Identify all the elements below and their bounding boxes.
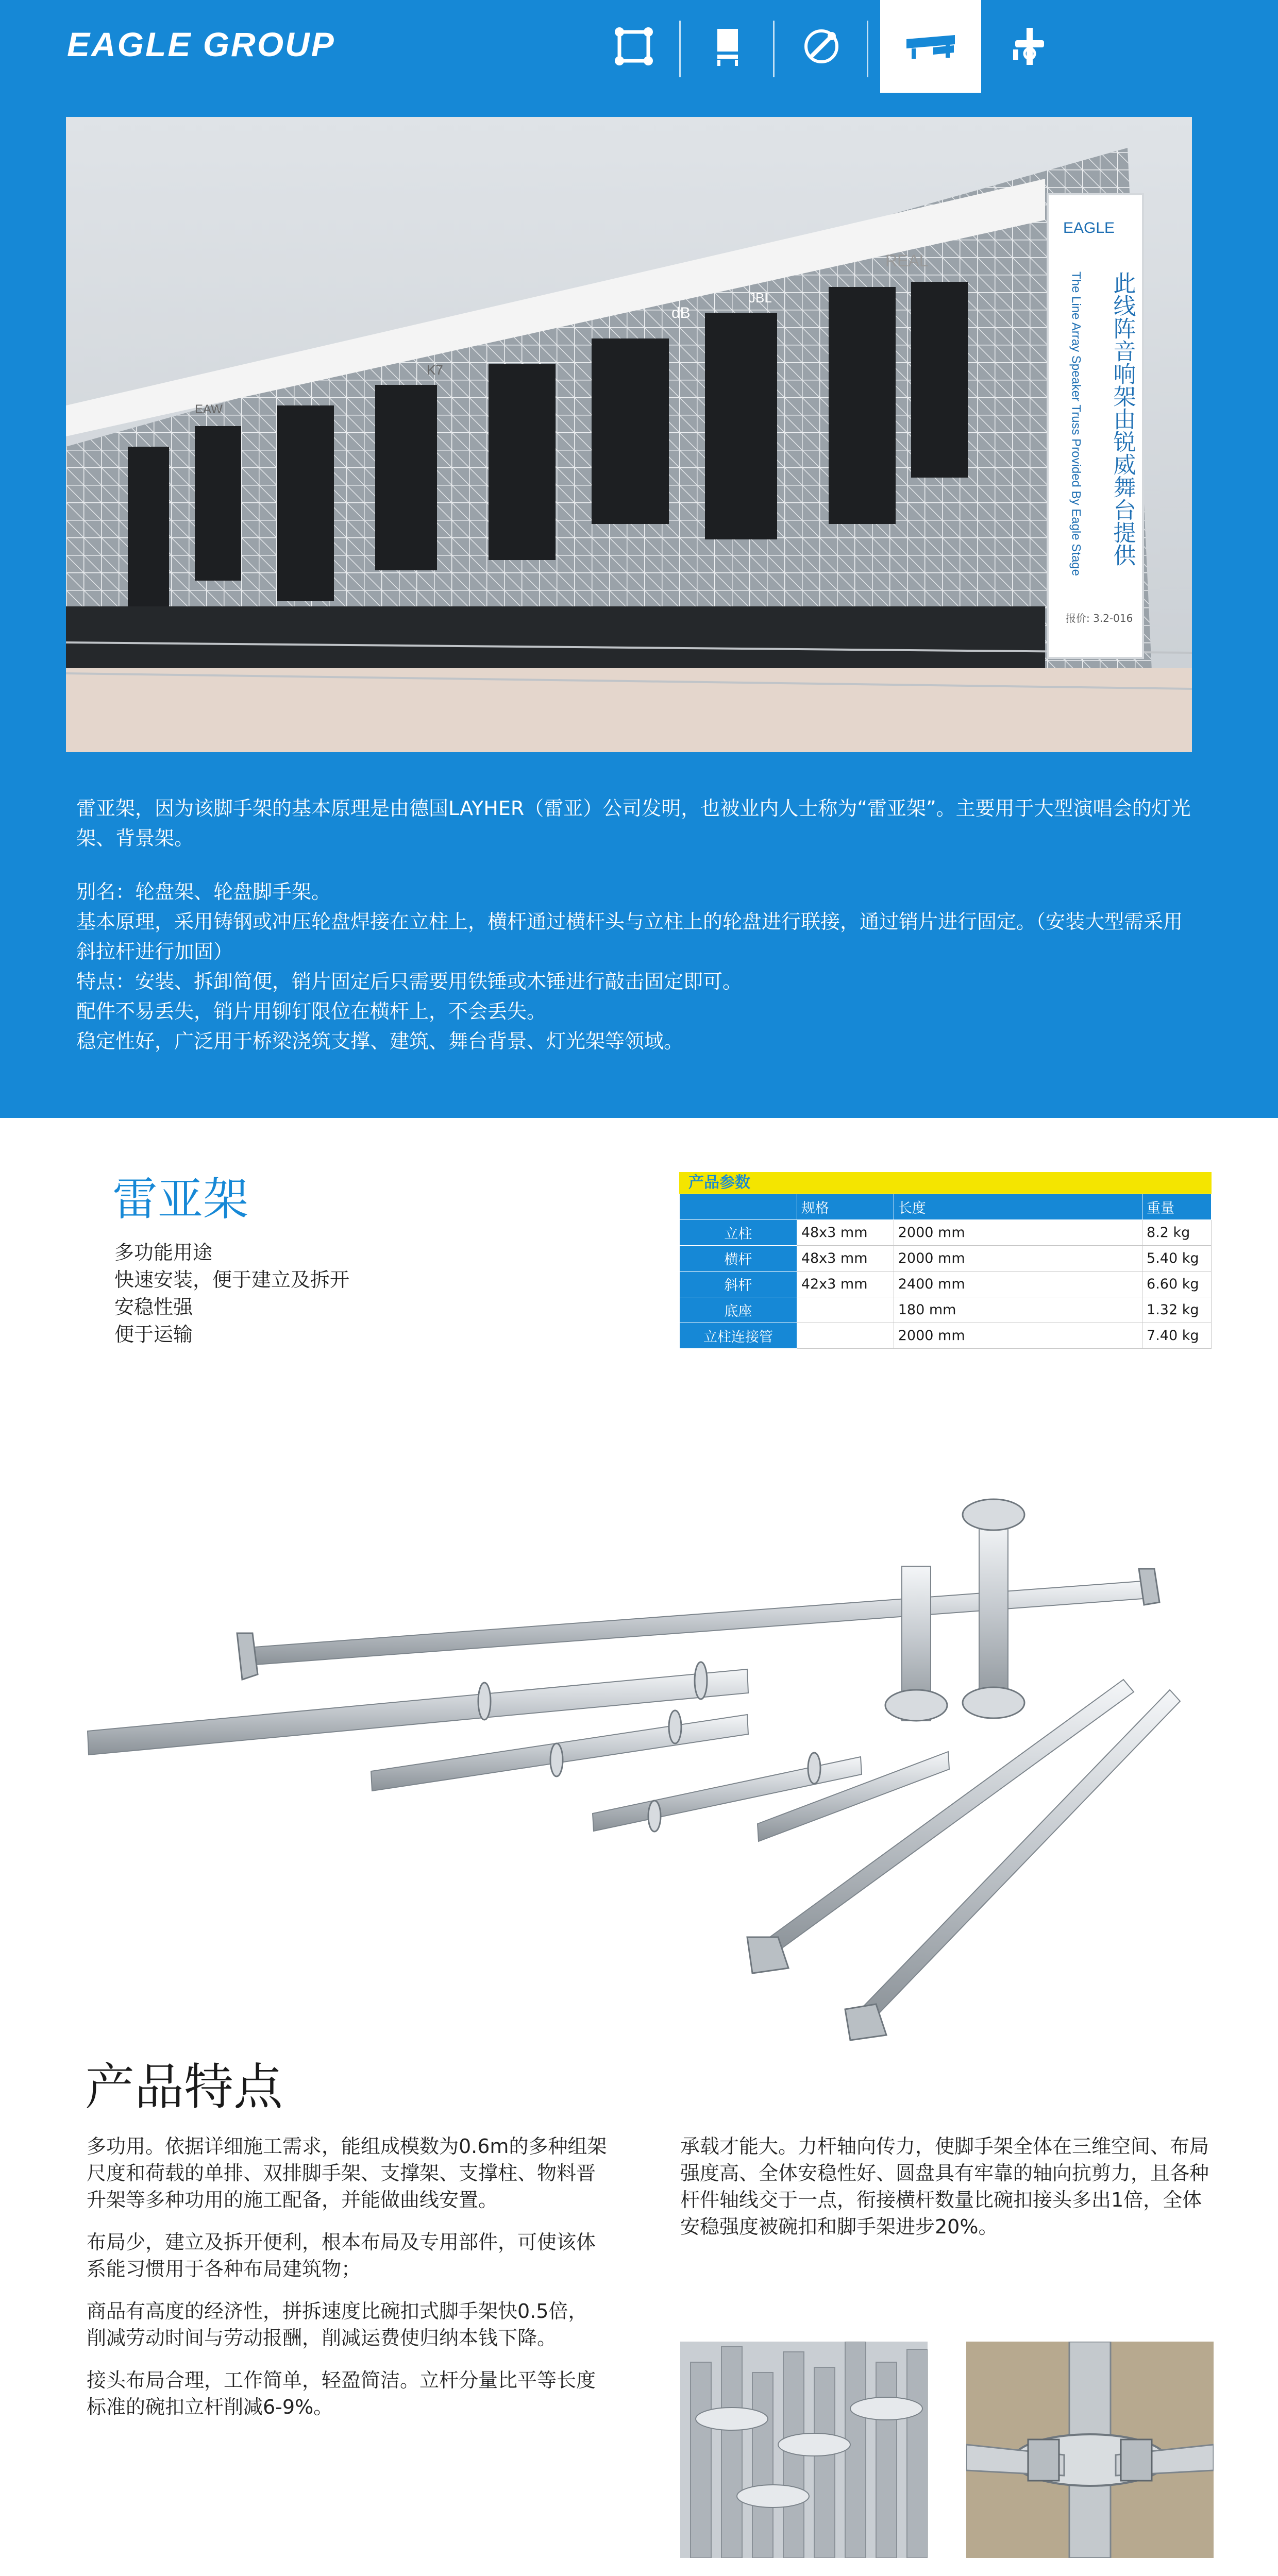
scaffold-parts-illustration <box>77 1463 1211 2056</box>
banner-label: K7 <box>427 362 443 378</box>
principle-line: 基本原理，采用铸钢或冲压轮盘焊接在立柱上，横杆通过横杆头与立柱上的轮盘进行联接，通过销片进行固定。（安装大型需采用斜拉杆进行加固） <box>76 910 1183 963</box>
table-row <box>680 1246 1212 1272</box>
product-title: 雷亚架 <box>112 1173 249 1226</box>
spec-size: 42x3 mm <box>797 1272 894 1297</box>
spec-row-name: 横杆 <box>680 1246 797 1272</box>
truss-frame-icon <box>612 25 655 68</box>
feature-line: 配件不易丢失，销片用铆钉限位在横杆上，不会丢失。 <box>76 1000 547 1023</box>
banner-label: REAL <box>885 251 929 270</box>
spec-size: 48x3 mm <box>797 1220 894 1246</box>
spec-length: 2400 mm <box>894 1272 1142 1297</box>
characteristic-paragraph: 商品有高度的经济性，拼拆速度比碗扣式脚手架快0.5倍，削减劳动时间与劳动报酬，削减运费使归纳本钱下降。 <box>87 2300 588 2349</box>
characteristic-paragraph: 承载才能大。力杆轴向传力，使脚手架全体在三维空间、布局强度高、全体安稳性好、圆盘具有牢靠的轴向抗剪力，且各种杆件轴线交于一点，衔接横杆数量比碗扣接头多出1倍，全体安稳强度被碗扣和脚手架进步20%。 <box>680 2135 1209 2238</box>
spec-row-name: 底座 <box>680 1297 797 1323</box>
product-feature: 便于运输 <box>114 1323 193 1346</box>
nav-separator <box>679 21 681 77</box>
spec-header-blank <box>680 1194 797 1220</box>
spec-table <box>679 1194 1212 1349</box>
intro-text <box>76 793 1200 1056</box>
rosette-joint-photo <box>966 2342 1214 2558</box>
banner-label: JBL <box>749 290 772 306</box>
nav-separator <box>773 21 775 77</box>
spec-col-header: 长度 <box>894 1194 1142 1220</box>
spec-weight: 5.40 kg <box>1142 1246 1212 1272</box>
stage-wrench-icon <box>800 25 843 68</box>
characteristics-left-column <box>87 2133 607 2436</box>
characteristics-title: 产品特点 <box>85 2058 283 2116</box>
spec-row-name: 立柱 <box>680 1220 797 1246</box>
nav-stage-deck[interactable] <box>681 0 774 93</box>
sign-chinese: 此线阵音响架由锐威舞台提供 <box>1109 272 1136 566</box>
sign-english: The Line Array Speaker Truss Provided By Eagle Stage <box>1069 272 1083 576</box>
nav-separator <box>867 21 868 77</box>
category-nav <box>587 0 1257 93</box>
intro-paragraph: 雷亚架，因为该脚手架的基本原理是由德国LAYHER（雷亚）公司发明，也被业内人士称为“雷亚架”。主要用于大型演唱会的灯光架、背景架。 <box>76 797 1191 850</box>
spec-row-name: 斜杆 <box>680 1272 797 1297</box>
spec-length: 2000 mm <box>894 1246 1142 1272</box>
product-feature: 多功能用途 <box>114 1241 213 1264</box>
scaffold-pipes-photo <box>680 2342 928 2558</box>
spec-length: 180 mm <box>894 1297 1142 1323</box>
spec-size <box>797 1297 894 1323</box>
characteristic-paragraph: 布局少，建立及拆开便利，根本布局及专用部件，可使该体系能习惯用于各种布局建筑物； <box>87 2231 596 2280</box>
characteristics-right-column <box>680 2133 1216 2240</box>
banner-label: EAW <box>195 402 223 416</box>
product-feature: 快速安装，便于建立及拆开 <box>114 1268 350 1291</box>
sign-small: 报价: 3.2-016 <box>1066 612 1133 624</box>
feature-line: 稳定性好，广泛用于桥梁浇筑支撑、建筑、舞台背景、灯光架等领域。 <box>76 1030 684 1053</box>
table-row <box>680 1220 1212 1246</box>
stage-photo <box>66 117 1192 752</box>
scaffold-clamp-icon <box>1008 25 1051 68</box>
nav-stage-wrench[interactable] <box>775 0 868 93</box>
nav-stage-platform[interactable] <box>880 0 981 93</box>
spec-weight: 8.2 kg <box>1142 1220 1212 1246</box>
spec-weight: 1.32 kg <box>1142 1297 1212 1323</box>
brand-logo-text[interactable]: EAGLE GROUP <box>67 25 335 63</box>
spec-weight: 6.60 kg <box>1142 1272 1212 1297</box>
product-feature: 安稳性强 <box>114 1296 193 1318</box>
spec-col-header: 规格 <box>797 1194 894 1220</box>
spec-table-block <box>679 1172 1212 1349</box>
spec-heading: 产品参数 <box>679 1172 1212 1194</box>
nav-truss-frame[interactable] <box>587 0 680 93</box>
spec-length: 2000 mm <box>894 1323 1142 1349</box>
feature-line: 特点：安装、拆卸简便，销片固定后只需要用铁锤或木锤进行敲击固定即可。 <box>76 970 743 993</box>
stage-platform-icon <box>902 25 959 68</box>
table-row <box>680 1297 1212 1323</box>
spec-size <box>797 1323 894 1349</box>
nav-scaffold-clamp[interactable] <box>983 0 1076 93</box>
characteristic-paragraph: 接头布局合理，工作简单，轻盈简洁。立杆分量比平等长度标准的碗扣立杆削减6-9%。 <box>87 2369 596 2418</box>
spec-length: 2000 mm <box>894 1220 1142 1246</box>
table-row <box>680 1323 1212 1349</box>
spec-size: 48x3 mm <box>797 1246 894 1272</box>
stage-deck-icon <box>706 25 749 68</box>
spec-col-header: 重量 <box>1142 1194 1212 1220</box>
spec-header-row <box>680 1194 1212 1220</box>
stage-photo-illustration <box>66 117 1192 752</box>
product-feature-list <box>114 1239 349 1348</box>
sign-logo: EAGLE <box>1063 219 1115 236</box>
banner-label: dB <box>671 304 691 321</box>
alias-line: 别名：轮盘架、轮盘脚手架。 <box>76 880 331 903</box>
spec-row-name: 立柱连接管 <box>680 1323 797 1349</box>
characteristic-paragraph: 多功用。依据详细施工需求，能组成模数为0.6m的多种组架尺度和荷载的单排、双排脚手架、支撑架、支撑柱、物料晋升架等多种功用的施工配备，并能做曲线安置。 <box>87 2135 607 2211</box>
spec-weight: 7.40 kg <box>1142 1323 1212 1349</box>
table-row <box>680 1272 1212 1297</box>
